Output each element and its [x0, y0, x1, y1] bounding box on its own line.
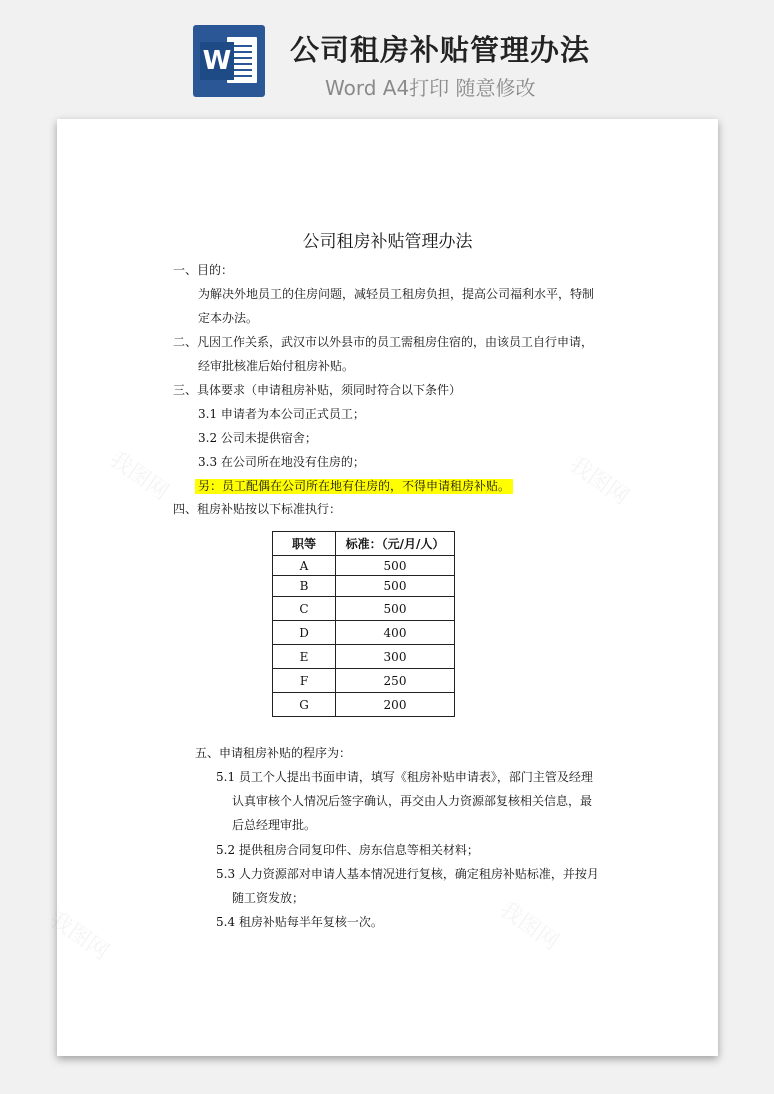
word-logo-letter: W	[200, 42, 234, 80]
amount-cell: 300	[336, 645, 455, 669]
section-heading: 四、租房补贴按以下标准执行：	[173, 502, 342, 516]
grade-cell: D	[273, 621, 336, 645]
table-row	[273, 621, 455, 645]
procedure-item: 5.2 提供租房合同复印件、房东信息等相关材料；	[216, 843, 479, 857]
grade-cell: E	[273, 645, 336, 669]
paragraph-line: 后总经理审批。	[232, 818, 317, 832]
table-row	[273, 597, 455, 621]
watermark: 我图网	[494, 896, 564, 956]
paragraph-line: 为解决外地员工的住房问题，减轻员工租房负担，提高公司福利水平，特制	[198, 287, 595, 301]
watermark: 我图网	[564, 451, 634, 511]
table-row	[273, 693, 455, 717]
grade-cell: G	[273, 693, 336, 717]
grade-cell: F	[273, 669, 336, 693]
table-row	[273, 669, 455, 693]
section-heading: 二、凡因工作关系，武汉市以外县市的员工需租房住宿的，由该员工自行申请，	[173, 335, 594, 349]
section-heading: 一、目的：	[173, 263, 234, 277]
highlighted-note	[198, 478, 513, 494]
watermark: 我图网	[44, 906, 114, 966]
amount-cell: 250	[336, 669, 455, 693]
paragraph-line: 经审批核准后始付租房补贴。	[198, 359, 355, 373]
grade-cell: C	[273, 597, 336, 621]
amount-cell: 200	[336, 693, 455, 717]
condition-item: 3.3 在公司所在地没有住房的；	[198, 455, 365, 469]
document-title: 公司租房补贴管理办法	[302, 232, 473, 252]
grade-cell: A	[273, 556, 336, 576]
section-heading: 三、具体要求（申请租房补贴，须同时符合以下条件）	[173, 383, 462, 397]
procedure-item: 5.1 员工个人提出书面申请，填写《租房补贴申请表》，部门主管及经理	[216, 770, 593, 784]
table-header-row	[273, 532, 455, 556]
procedure-item: 5.4 租房补贴每半年复核一次。	[216, 915, 383, 929]
table-row	[273, 576, 455, 597]
watermark: 我图网	[104, 446, 174, 506]
document-page	[44, 119, 718, 1056]
banner-subtitle: Word A4打印 随意修改	[325, 76, 536, 100]
highlight-text: 另：员工配偶在公司所在地有住房的，不得申请租房补贴。	[195, 479, 513, 494]
condition-item: 3.1 申请者为本公司正式员工；	[198, 407, 365, 421]
amount-cell: 400	[336, 621, 455, 645]
condition-item: 3.2 公司未提供宿舍；	[198, 431, 317, 445]
amount-cell: 500	[336, 597, 455, 621]
table-row	[273, 645, 455, 669]
paragraph-line: 认真审核个人情况后签字确认，再交由人力资源部复核相关信息，最	[232, 794, 593, 808]
grade-cell: B	[273, 576, 336, 597]
table-row	[273, 556, 455, 576]
amount-cell: 500	[336, 576, 455, 597]
paragraph-line: 随工资发放；	[232, 891, 305, 905]
section-heading: 五、申请租房补贴的程序为：	[195, 746, 352, 760]
table-header-cell: 标准：（元/月/人）	[336, 532, 455, 556]
banner-title: 公司租房补贴管理办法	[290, 33, 591, 67]
amount-cell: 500	[336, 556, 455, 576]
procedure-item: 5.3 人力资源部对申请人基本情况进行复核，确定租房补贴标准，并按月	[216, 867, 599, 881]
word-icon	[193, 25, 265, 97]
table-header-cell: 职等	[273, 532, 336, 556]
banner	[0, 0, 774, 110]
paragraph-line: 定本办法。	[198, 311, 259, 325]
subsidy-table	[272, 531, 455, 717]
